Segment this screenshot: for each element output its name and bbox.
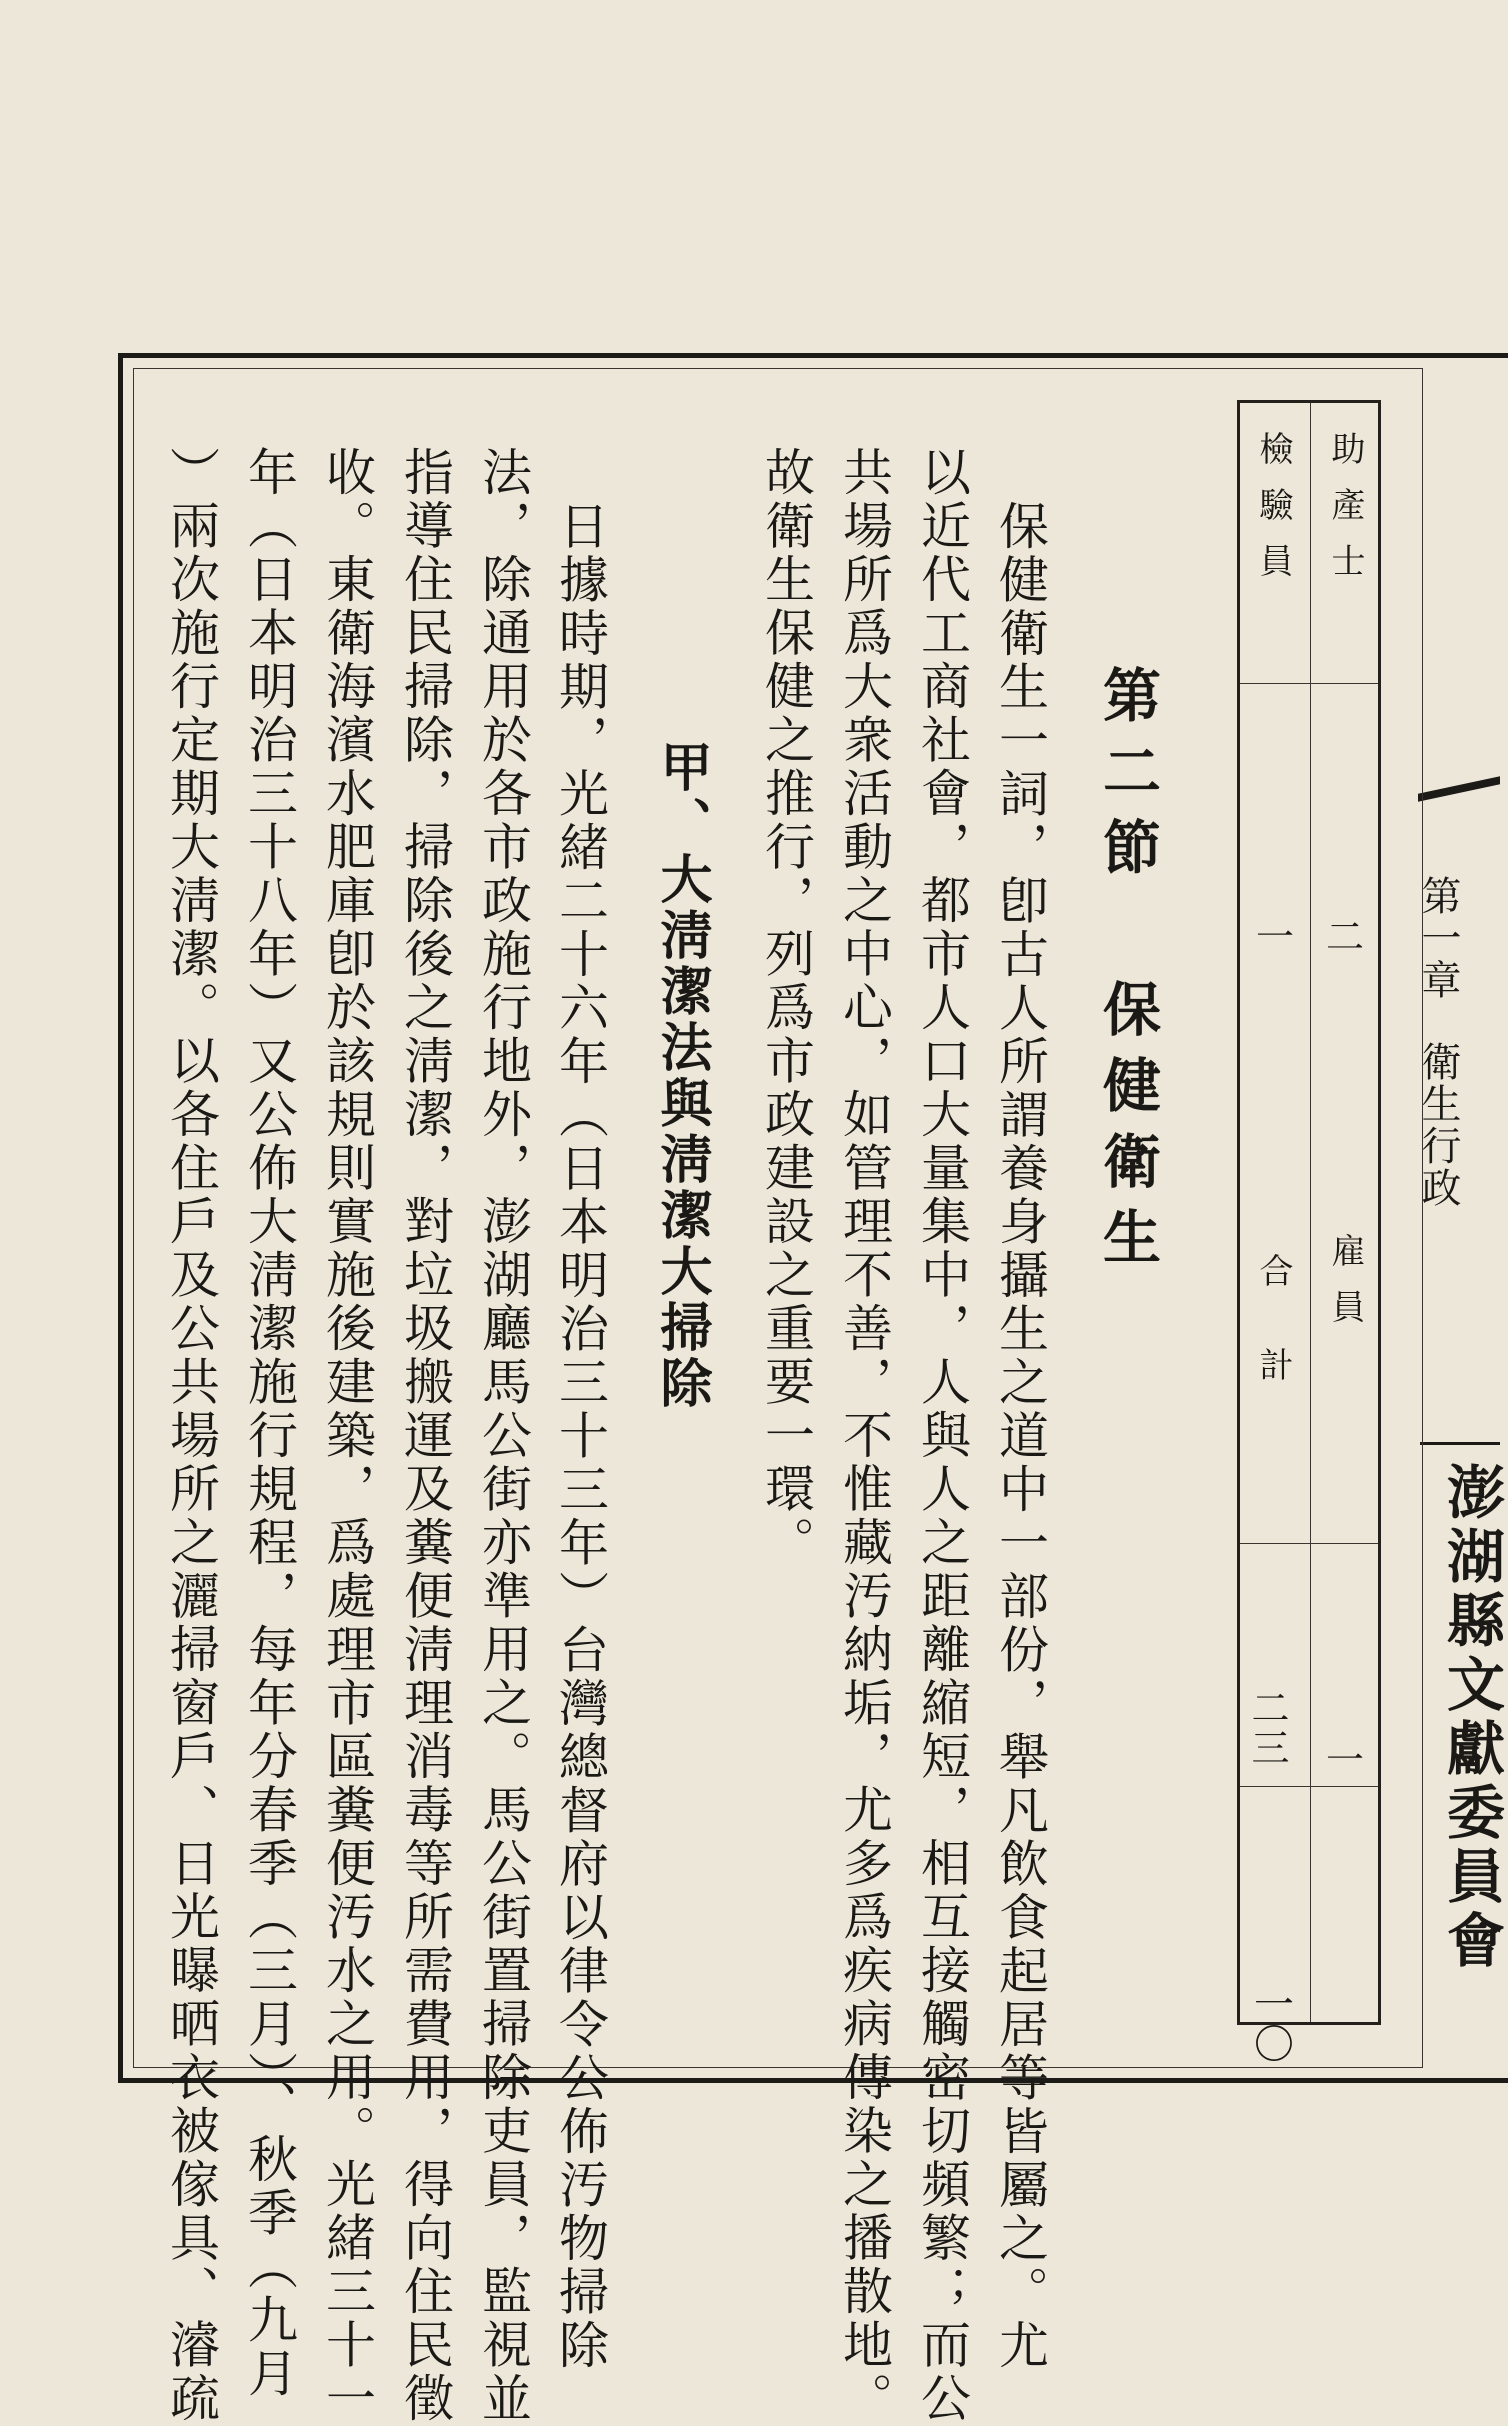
staff-count-inspector: 一 (1256, 915, 1295, 959)
subsection-line-4: 收。東衛海濱水肥庫卽於該規則實施後建築，爲處理市區糞便汚水之用。光緒三十一 (318, 446, 376, 2426)
staff-total-count: 二三 (1245, 1688, 1289, 1768)
staff-role-employee: 雇員 (1325, 1233, 1365, 1345)
intro-line-2: 以近代工商社會，都市人口大量集中，人與人之距離縮短，相互接觸密切頻繁；而公 (913, 446, 971, 2426)
intro-line-4: 故衛生保健之推行，列爲市政建設之重要一環。 (757, 446, 815, 1570)
intro-line-1: 保健衛生一詞，卽古人所謂養身攝生之道中一部份，舉凡飲食起居等皆屬之。尤 (991, 500, 1049, 2373)
staff-count-midwife: 二 (1326, 915, 1365, 959)
intro-line-3: 共場所爲大衆活動之中心，如管理不善，不惟藏汚納垢，尤多爲疾病傳染之播散地。 (835, 446, 893, 2426)
page-number: 一〇 (1254, 1982, 1294, 2068)
staff-table (1237, 400, 1381, 2025)
chapter-number: 第一章 (1415, 875, 1461, 1001)
subsection-line-2: 法，除通用於各市政施行地外，澎湖廳馬公街亦準用之。馬公街置掃除吏員，監視並 (474, 446, 532, 2426)
subsection-line-1: 日據時期，光緒二十六年（日本明治三十三年）台灣總督府以律令公佈汚物掃除 (551, 500, 609, 2373)
staff-count-employee: 一 (1326, 1738, 1365, 1782)
section-heading: 第二節 保健衛生 (1093, 665, 1161, 1283)
subsection-heading: 甲、大淸潔法與淸潔大掃除 (651, 740, 712, 1412)
subsection-line-6: ）兩次施行定期大淸潔。以各住戶及公共場所之灑掃窗戶、日光曝晒衣被傢具、濬疏 (162, 446, 220, 2426)
chapter-title: 衛生行政 (1415, 1041, 1461, 1209)
subsection-line-3: 指導住民掃除，掃除後之淸潔，對垃圾搬運及糞便淸理消毒等所需費用，得向住民徵 (396, 446, 454, 2426)
staff-role-inspector: 檢驗員 (1253, 431, 1293, 599)
staff-role-midwife: 助產士 (1325, 431, 1365, 599)
subsection-line-5: 年（日本明治三十八年）又公佈大淸潔施行規程，每年分春季（三月）、秋季（九月 (240, 446, 298, 2401)
publisher-name: 澎湖縣文獻委員會 (1437, 1462, 1505, 1974)
staff-total-label: 合計 (1253, 1253, 1293, 1441)
